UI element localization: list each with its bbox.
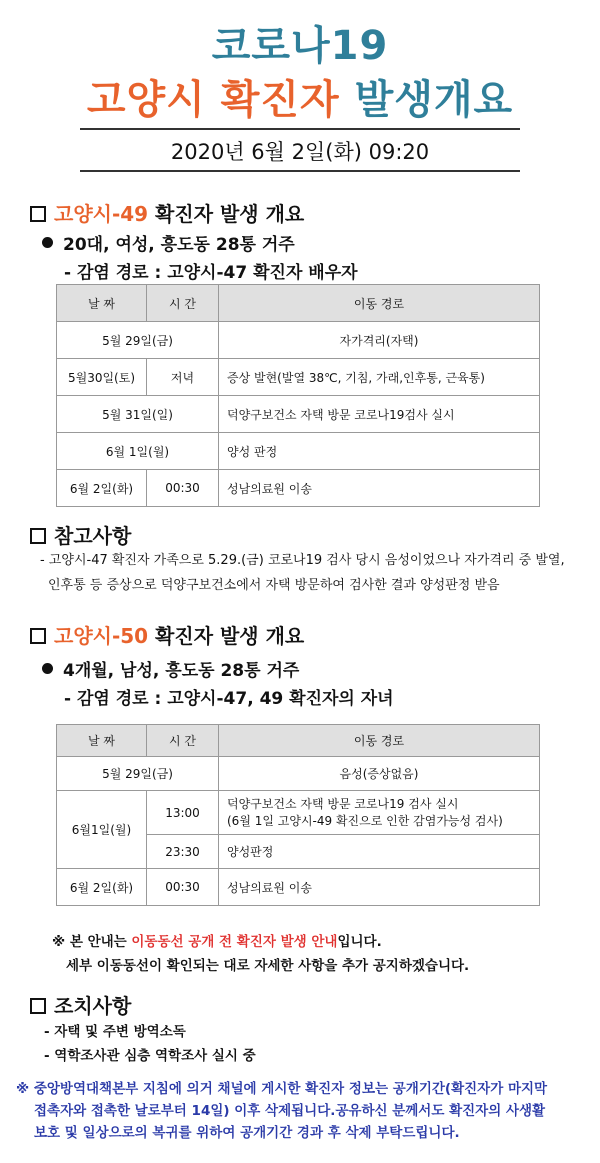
- row-time: 00:30: [147, 470, 219, 507]
- case50-heading-text: 확진자 발생 개요: [148, 624, 305, 648]
- row-path: 자가격리(자택): [219, 322, 540, 359]
- footer-line2: 접촉자와 접촉한 날로부터 14일) 이후 삭제됩니다.공유하신 분께서도 확진자의 사생활: [34, 1103, 546, 1119]
- row-path: 양성 판정: [219, 433, 540, 470]
- bullet-icon: [42, 237, 53, 248]
- table-header-row: [57, 285, 540, 322]
- footer-line1: ※ 중앙방역대책본부 지침에 의거 채널에 게시한 확진자 정보는 공개기간(확진자가 마지막: [16, 1081, 548, 1097]
- case49-table: [56, 284, 540, 507]
- case50-heading: [30, 620, 304, 649]
- list-item: - 역학조사관 심층 역학조사 실시 중: [44, 1048, 256, 1064]
- row-date: 6월 2일(화): [57, 869, 147, 906]
- announcement-line1: [52, 930, 469, 954]
- row-date: 5월 31일(일): [57, 396, 219, 433]
- case49-heading: [30, 198, 304, 227]
- row-date: 5월30일(토): [57, 359, 147, 396]
- row-time: 00:30: [147, 869, 219, 906]
- notes-heading-text: 참고사항: [54, 524, 132, 548]
- row-time: 13:00: [147, 791, 219, 835]
- table-row: [57, 869, 540, 906]
- case49-heading-text: 확진자 발생 개요: [148, 202, 305, 226]
- row-date: 6월1일(월): [57, 791, 147, 869]
- row-path: 덕양구보건소 자택 방문 코로나19검사 실시: [219, 396, 540, 433]
- title-line2: [0, 68, 600, 125]
- list-item: - 자택 및 주변 방역소독: [44, 1024, 186, 1040]
- announcement-highlight: 이동동선 공개 전 확진자 발생 안내: [131, 934, 338, 950]
- row-path-line2: (6월 1일 고양시-49 확진으로 인한 감염가능성 검사): [227, 813, 503, 828]
- case50-person-text: 4개월, 남성, 흥도동 28통 거주: [63, 661, 300, 681]
- header-path: 이동 경로: [219, 285, 540, 322]
- header-time: 시 간: [147, 285, 219, 322]
- row-time: 저녁: [147, 359, 219, 396]
- table-row: [57, 433, 540, 470]
- header-date: 날 짜: [57, 725, 147, 757]
- announcement-suffix: 입니다.: [337, 934, 382, 950]
- actions-list: [44, 1020, 256, 1068]
- row-path: 성남의료원 이송: [219, 869, 540, 906]
- row-date: 6월 1일(월): [57, 433, 219, 470]
- notes-line2: 인후통 등 증상으로 덕양구보건소에서 자택 방문하여 검사한 결과 양성판정 받음: [48, 578, 500, 593]
- footer-line3: 보호 및 일상으로의 복귀를 위하여 공개기간 경과 후 삭제 부탁드립니다.: [34, 1125, 460, 1141]
- title-line1: 코로나19: [211, 23, 389, 69]
- announcement-line2: 세부 이동동선이 확인되는 대로 자세한 사항을 추가 공지하겠습니다.: [66, 958, 470, 974]
- checkbox-icon: [30, 998, 46, 1014]
- row-path: 증상 발현(발열 38℃, 기침, 가래,인후통, 근육통): [219, 359, 540, 396]
- case49-person-text: 20대, 여성, 흥도동 28통 거주: [63, 235, 295, 255]
- bullet-icon: [42, 663, 53, 674]
- title-line2-part2: 발생개요: [354, 77, 514, 123]
- table-row: [57, 757, 540, 791]
- footer-notice: [16, 1078, 596, 1144]
- table-header-row: [57, 725, 540, 757]
- checkbox-icon: [30, 628, 46, 644]
- announcement: [52, 930, 469, 978]
- table-row: [57, 359, 540, 396]
- header-path: 이동 경로: [219, 725, 540, 757]
- notes-line1: - 고양시-47 확진자 가족으로 5.29.(금) 코로나19 검사 당시 음성이었으나 자가격리 중 발열,: [40, 553, 565, 568]
- case49-id: 고양시-49: [54, 202, 149, 226]
- row-path: 성남의료원 이송: [219, 470, 540, 507]
- case49-route: - 감염 경로 : 고양시-47 확진자 배우자: [64, 263, 358, 283]
- case50-person: [42, 656, 299, 681]
- row-path: 양성판정: [219, 835, 540, 869]
- table-row: [57, 470, 540, 507]
- row-date: 5월 29일(금): [57, 322, 219, 359]
- table-row: [57, 791, 540, 835]
- checkbox-icon: [30, 206, 46, 222]
- case50-route: - 감염 경로 : 고양시-47, 49 확진자의 자녀: [64, 689, 394, 709]
- header-time: 시 간: [147, 725, 219, 757]
- checkbox-icon: [30, 528, 46, 544]
- divider-top: [80, 128, 520, 130]
- case50-table: [56, 724, 540, 906]
- title-line2-part1: 고양시 확진자: [86, 77, 340, 123]
- notes-heading: [30, 520, 131, 549]
- notes-body: [40, 548, 565, 598]
- announcement-prefix: ※ 본 안내는: [52, 934, 132, 950]
- row-date: 5월 29일(금): [57, 757, 219, 791]
- case50-id: 고양시-50: [54, 624, 149, 648]
- case49-person: [42, 230, 295, 255]
- row-path-line1: 덕양구보건소 자택 방문 코로나19 검사 실시: [227, 796, 459, 811]
- row-path: 음성(증상없음): [219, 757, 540, 791]
- header-date: 날 짜: [57, 285, 147, 322]
- table-row: [57, 322, 540, 359]
- report-date: 2020년 6월 2일(화) 09:20: [170, 140, 430, 164]
- actions-heading: [30, 990, 131, 1019]
- row-time: 23:30: [147, 835, 219, 869]
- row-path: [219, 791, 540, 835]
- table-row: [57, 396, 540, 433]
- row-date: 6월 2일(화): [57, 470, 147, 507]
- divider-bottom: [80, 170, 520, 172]
- actions-heading-text: 조치사항: [54, 994, 132, 1018]
